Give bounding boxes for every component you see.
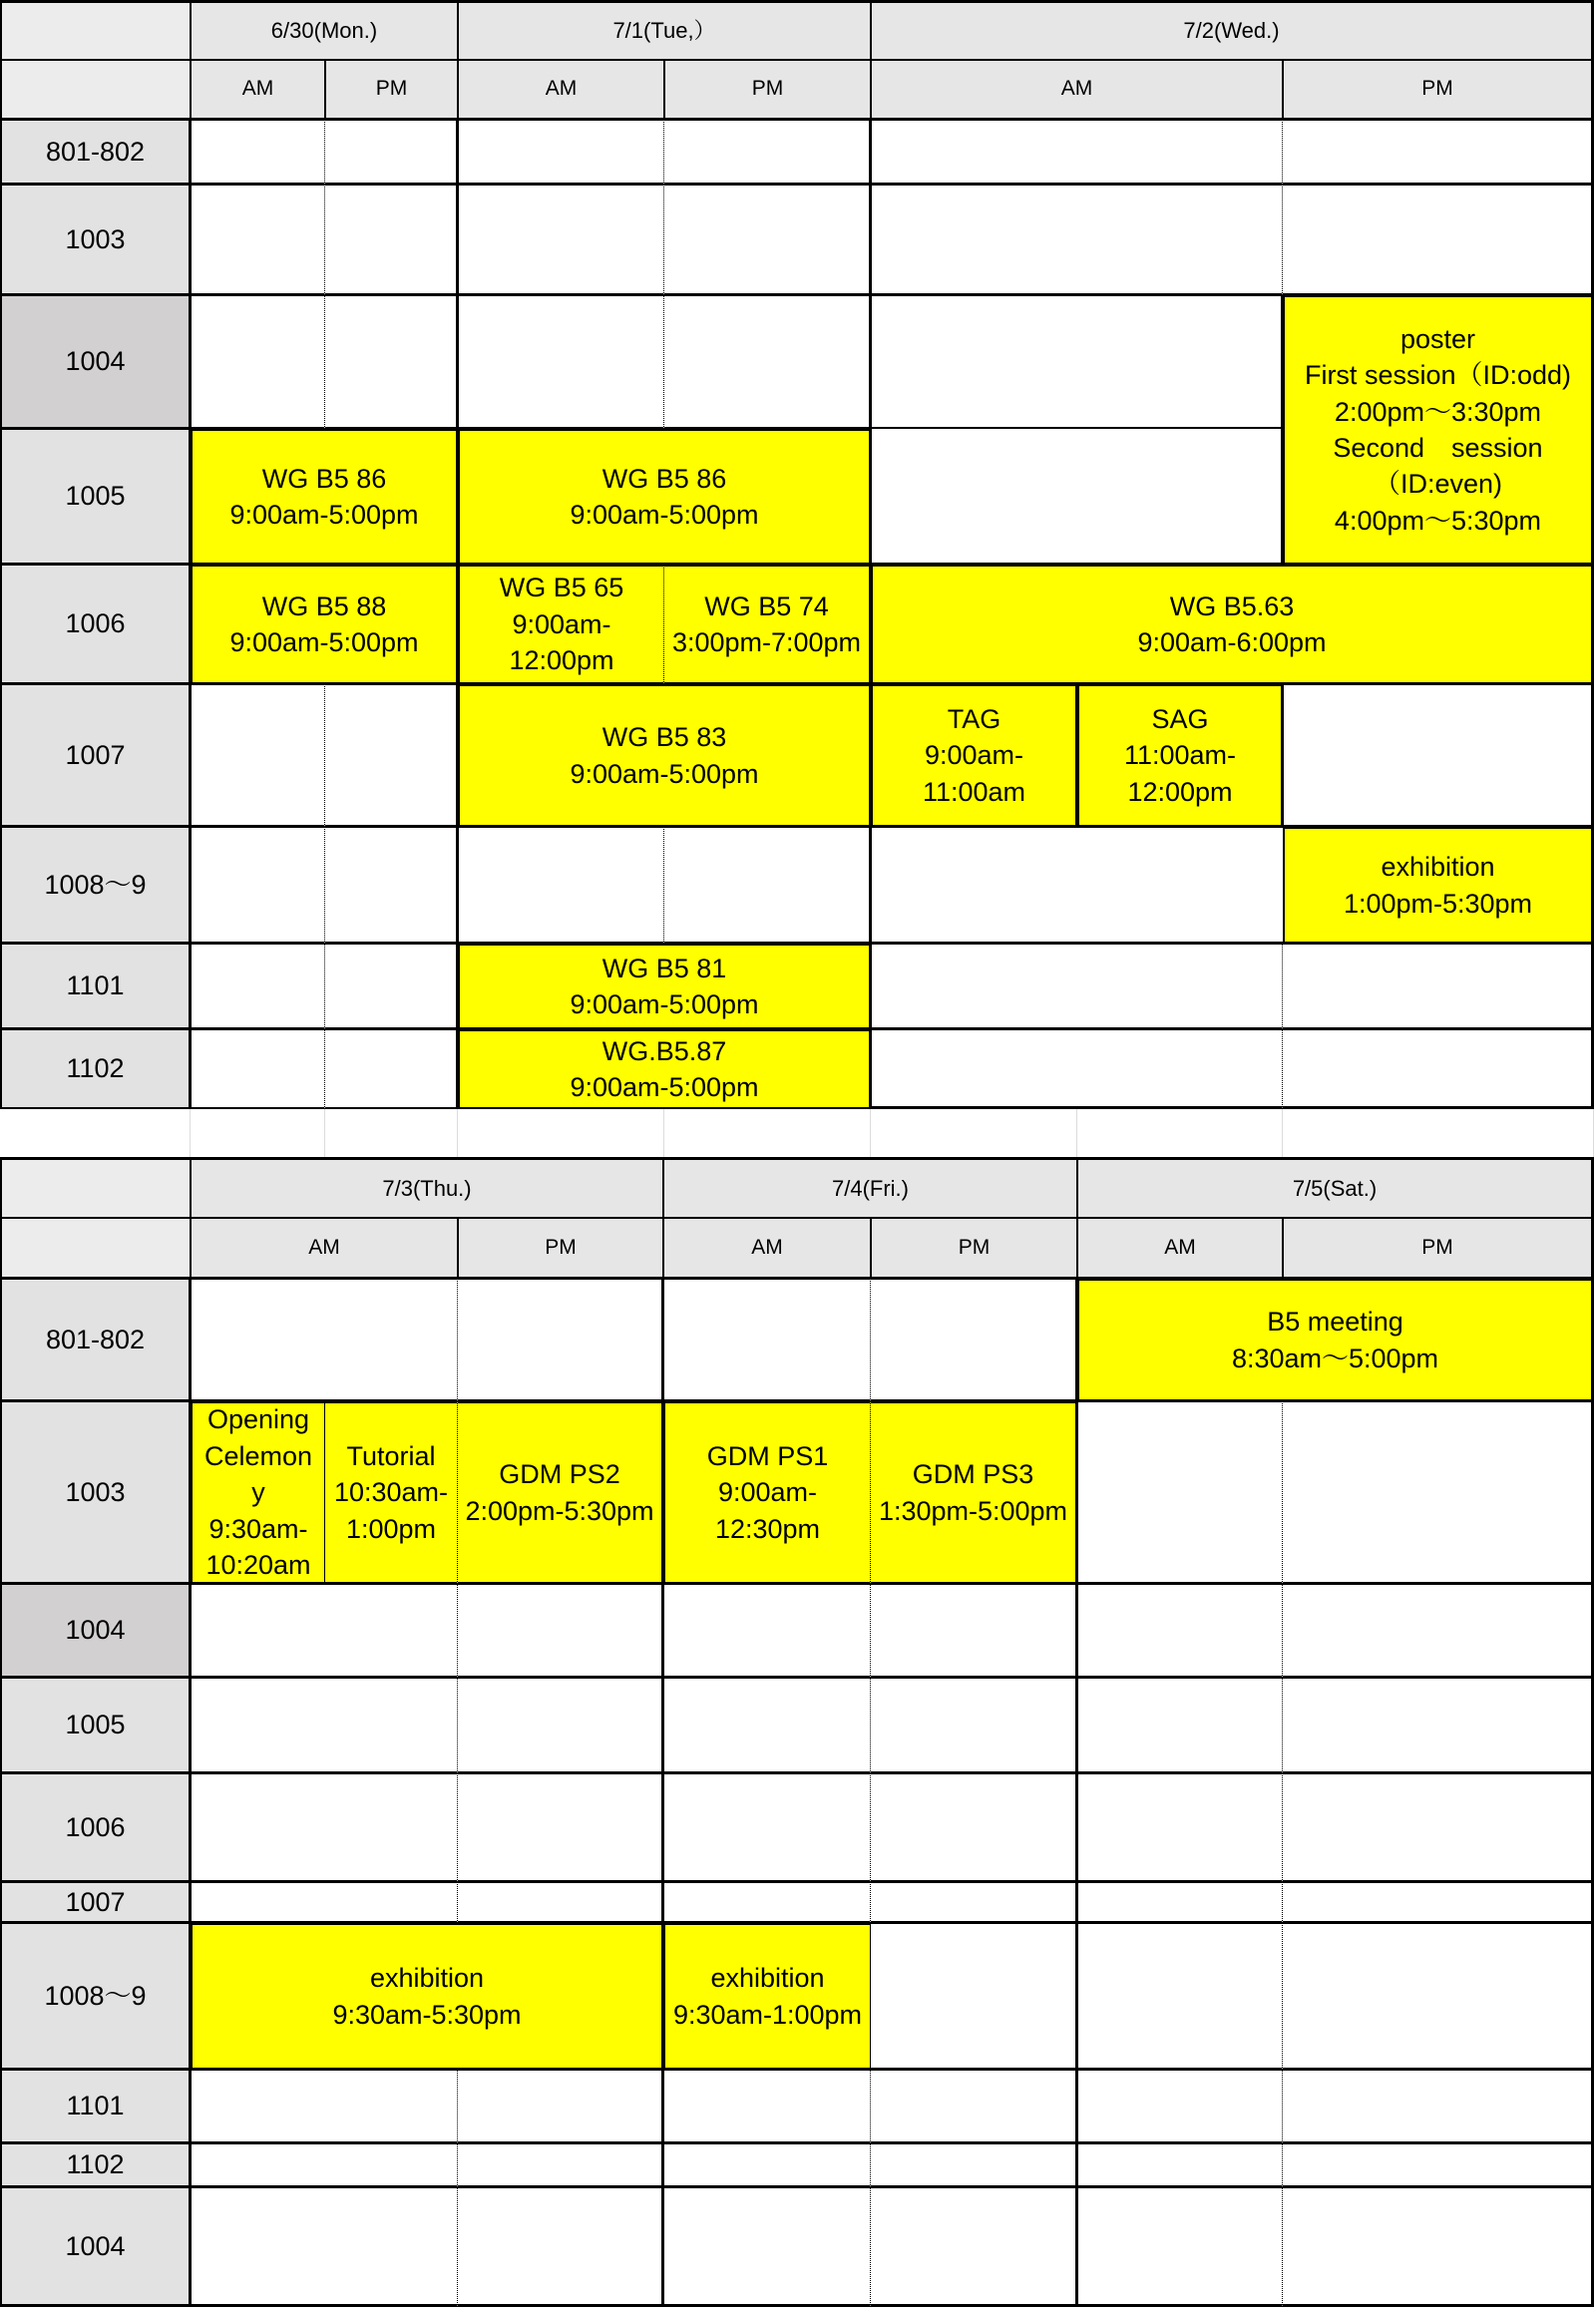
- empty-slot: [1283, 185, 1594, 295]
- event-block-text: exhibition 1:00pm-5:30pm: [1343, 852, 1533, 919]
- empty-slot: [663, 2070, 871, 2143]
- spacer-cell: [325, 1109, 458, 1157]
- half-header-11-text: AM: [1164, 1235, 1196, 1259]
- room-label: [0, 565, 191, 684]
- empty-slot: [1077, 2070, 1283, 2143]
- spacer-cell: [191, 1109, 325, 1157]
- day-header-5: [663, 1157, 1077, 1218]
- empty-slot: [871, 827, 1283, 944]
- half-header-1: [191, 60, 325, 120]
- empty-slot: [458, 1678, 663, 1773]
- event-block[interactable]: [458, 429, 871, 565]
- empty-slot: [191, 1279, 458, 1401]
- room-label: [0, 1882, 191, 1923]
- empty-slot: [191, 120, 325, 185]
- room-label-text: 1008～9: [44, 1980, 147, 2011]
- room-label: [0, 2187, 191, 2307]
- spacer-cell: [664, 1109, 871, 1157]
- event-block-text: WG B5 74 3:00pm-7:00pm: [671, 590, 862, 657]
- half-header-12: [1283, 1218, 1594, 1279]
- event-block[interactable]: [458, 1029, 871, 1109]
- room-label: [0, 1029, 191, 1109]
- empty-slot: [663, 1882, 871, 1923]
- header-corner: [0, 0, 191, 60]
- spacer-cell: [0, 1109, 191, 1157]
- half-header-12-text: PM: [1421, 1235, 1453, 1259]
- empty-slot: [1077, 1773, 1283, 1882]
- event-block-text: WG B5.63 9:00am-6:00pm: [1137, 590, 1327, 657]
- half-header-4: [664, 60, 871, 120]
- empty-slot: [325, 944, 458, 1029]
- empty-slot: [663, 1584, 871, 1678]
- half-header-2: [325, 60, 458, 120]
- room-label: [0, 2070, 191, 2143]
- empty-slot: [325, 120, 458, 185]
- empty-slot: [1283, 1773, 1594, 1882]
- room-label: [0, 120, 191, 185]
- empty-slot: [325, 684, 458, 827]
- event-block-text: WG B5 86 9:00am-5:00pm: [229, 463, 419, 530]
- half-header-10: [871, 1218, 1077, 1279]
- room-label: [0, 1923, 191, 2070]
- empty-slot: [1283, 1678, 1594, 1773]
- event-block[interactable]: [458, 944, 871, 1029]
- empty-slot: [1077, 1584, 1283, 1678]
- half-corner: [0, 1218, 191, 1279]
- empty-slot: [1077, 1882, 1283, 1923]
- half-header-9: [663, 1218, 871, 1279]
- room-label: [0, 684, 191, 827]
- event-block-text: WG B5 83 9:00am-5:00pm: [570, 722, 759, 789]
- empty-slot: [191, 2070, 458, 2143]
- empty-slot: [458, 185, 664, 295]
- day-header-2-text: 7/1(Tue,）: [612, 18, 716, 44]
- empty-slot: [191, 1584, 458, 1678]
- room-label-text: 1004: [65, 346, 126, 377]
- empty-slot: [871, 2070, 1077, 2143]
- empty-slot: [191, 1773, 458, 1882]
- empty-slot: [191, 2143, 458, 2187]
- room-label: [0, 1678, 191, 1773]
- empty-slot: [663, 1678, 871, 1773]
- event-block[interactable]: [871, 684, 1077, 827]
- half-header-2-text: PM: [375, 77, 408, 101]
- event-block-text: poster First session（ID:odd) 2:00pm～3:30pm Second session （ID:even) 4:00pm～5:30pm: [1304, 323, 1572, 536]
- empty-slot: [325, 1029, 458, 1109]
- event-block[interactable]: [871, 1401, 1077, 1584]
- room-label-text: 1006: [65, 1811, 126, 1842]
- empty-slot: [191, 2187, 458, 2307]
- room-label: [0, 1401, 191, 1584]
- empty-slot: [191, 1678, 458, 1773]
- empty-slot: [458, 1279, 663, 1401]
- room-label-text: 1007: [65, 739, 126, 770]
- half-header-8-text: PM: [545, 1235, 577, 1259]
- empty-slot: [325, 827, 458, 944]
- empty-slot: [458, 2143, 663, 2187]
- room-label-text: 1101: [66, 2091, 125, 2121]
- empty-slot: [871, 1029, 1283, 1109]
- event-block-text: Tutorial 10:30am- 1:00pm: [333, 1440, 449, 1544]
- room-label-text: 1005: [65, 1710, 126, 1740]
- empty-slot: [1283, 1584, 1594, 1678]
- room-label: [0, 944, 191, 1029]
- empty-slot: [1283, 1923, 1594, 2070]
- event-block-text: TAG 9:00am- 11:00am: [922, 703, 1026, 807]
- event-block-text: GDM PS2 2:00pm-5:30pm: [465, 1459, 654, 1526]
- spacer-cell: [458, 1109, 664, 1157]
- empty-slot: [458, 1773, 663, 1882]
- event-block-text: WG B5 86 9:00am-5:00pm: [570, 463, 759, 530]
- room-label-text: 1101: [66, 970, 125, 1001]
- empty-slot: [458, 1584, 663, 1678]
- day-header-6-text: 7/5(Sat.): [1292, 1175, 1378, 1201]
- event-block[interactable]: [458, 1401, 663, 1584]
- empty-slot: [1283, 1401, 1594, 1584]
- half-header-11: [1077, 1218, 1283, 1279]
- spacer-cell: [1077, 1109, 1283, 1157]
- empty-slot: [871, 120, 1283, 185]
- room-label-text: 1007: [65, 1886, 126, 1917]
- room-label-text: 1005: [65, 481, 126, 512]
- day-header-3-text: 7/2(Wed.): [1183, 18, 1280, 44]
- room-label-text: 1006: [65, 608, 126, 639]
- day-header-3: [871, 0, 1594, 60]
- empty-slot: [325, 295, 458, 429]
- empty-slot: [664, 295, 871, 429]
- empty-slot: [458, 2187, 663, 2307]
- empty-slot: [1283, 120, 1594, 185]
- empty-slot: [871, 2143, 1077, 2187]
- empty-slot: [1283, 684, 1594, 827]
- spacer-cell: [871, 1109, 1077, 1157]
- event-block[interactable]: [1283, 827, 1594, 944]
- half-header-6: [1283, 60, 1594, 120]
- event-block[interactable]: [1077, 1279, 1594, 1401]
- event-block-text: exhibition 9:30am-5:30pm: [332, 1963, 522, 2030]
- empty-slot: [1077, 1678, 1283, 1773]
- empty-slot: [191, 684, 325, 827]
- event-block-text: WG.B5.87 9:00am-5:00pm: [570, 1035, 759, 1102]
- event-block[interactable]: [1077, 684, 1283, 827]
- empty-slot: [1077, 2143, 1283, 2187]
- empty-slot: [663, 1773, 871, 1882]
- event-block[interactable]: [191, 565, 458, 684]
- room-label: [0, 1773, 191, 1882]
- room-label-text: 1102: [66, 1053, 125, 1084]
- room-label-text: 1003: [65, 1476, 126, 1507]
- event-block-text: WG B5 88 9:00am-5:00pm: [229, 590, 419, 657]
- half-header-6-text: PM: [1421, 77, 1453, 101]
- empty-slot: [458, 120, 664, 185]
- room-label-text: 1008～9: [44, 869, 147, 900]
- event-block[interactable]: [191, 429, 458, 565]
- half-header-7-text: AM: [308, 1235, 340, 1259]
- empty-slot: [1077, 1923, 1283, 2070]
- event-block[interactable]: [458, 684, 871, 827]
- empty-slot: [871, 1678, 1077, 1773]
- room-label-text: 1102: [66, 2149, 125, 2180]
- half-header-7: [191, 1218, 458, 1279]
- half-header-10-text: PM: [958, 1235, 991, 1259]
- header-corner: [0, 1157, 191, 1218]
- day-header-1-text: 6/30(Mon.): [270, 18, 378, 44]
- half-header-5-text: AM: [1060, 77, 1093, 101]
- empty-slot: [871, 295, 1283, 429]
- empty-slot: [1283, 2187, 1594, 2307]
- empty-slot: [1283, 2143, 1594, 2187]
- half-header-8: [458, 1218, 663, 1279]
- empty-slot: [663, 2187, 871, 2307]
- empty-slot: [871, 944, 1283, 1029]
- day-header-6: [1077, 1157, 1594, 1218]
- empty-slot: [871, 1773, 1077, 1882]
- event-block-text: B5 meeting 8:30am～5:00pm: [1231, 1307, 1439, 1373]
- room-label-text: 1004: [65, 1615, 126, 1646]
- half-header-3: [458, 60, 664, 120]
- day-header-4-text: 7/3(Thu.): [382, 1175, 472, 1201]
- event-block[interactable]: [191, 1401, 325, 1584]
- event-block[interactable]: [1283, 295, 1594, 565]
- empty-slot: [871, 429, 1283, 565]
- room-label: [0, 1279, 191, 1401]
- event-block[interactable]: [664, 565, 871, 684]
- empty-slot: [1283, 944, 1594, 1029]
- empty-slot: [664, 185, 871, 295]
- empty-slot: [871, 185, 1283, 295]
- room-label: [0, 429, 191, 565]
- event-block[interactable]: [191, 1923, 663, 2070]
- empty-slot: [458, 295, 664, 429]
- empty-slot: [871, 1923, 1077, 2070]
- event-block[interactable]: [458, 565, 664, 684]
- empty-slot: [191, 944, 325, 1029]
- empty-slot: [663, 2143, 871, 2187]
- empty-slot: [664, 120, 871, 185]
- room-label: [0, 827, 191, 944]
- room-label-text: 1004: [65, 2230, 126, 2261]
- empty-slot: [871, 1584, 1077, 1678]
- empty-slot: [1283, 1029, 1594, 1109]
- empty-slot: [191, 827, 325, 944]
- event-block-text: SAG 11:00am- 12:00pm: [1123, 703, 1237, 807]
- empty-slot: [1283, 2070, 1594, 2143]
- empty-slot: [458, 827, 664, 944]
- empty-slot: [1077, 2187, 1283, 2307]
- event-block[interactable]: [663, 1401, 871, 1584]
- half-corner: [0, 60, 191, 120]
- half-header-3-text: AM: [545, 77, 578, 101]
- empty-slot: [191, 1029, 325, 1109]
- day-header-2: [458, 0, 871, 60]
- event-block-text: exhibition 9:30am-1:00pm: [672, 1963, 863, 2030]
- event-block[interactable]: [663, 1923, 871, 2070]
- room-label: [0, 1584, 191, 1678]
- empty-slot: [871, 1279, 1077, 1401]
- event-block[interactable]: [871, 565, 1594, 684]
- room-label-text: 1003: [65, 223, 126, 254]
- event-block-text: Opening Celemon y 9:30am- 10:20am: [203, 1404, 313, 1581]
- event-block-text: GDM PS3 1:30pm-5:00pm: [878, 1459, 1068, 1526]
- empty-slot: [1283, 1882, 1594, 1923]
- empty-slot: [1077, 1401, 1283, 1584]
- half-header-1-text: AM: [241, 77, 274, 101]
- day-header-5-text: 7/4(Fri.): [832, 1175, 909, 1201]
- room-label: [0, 295, 191, 429]
- half-header-5: [871, 60, 1283, 120]
- half-header-9-text: AM: [751, 1235, 783, 1259]
- empty-slot: [191, 295, 325, 429]
- empty-slot: [663, 1279, 871, 1401]
- empty-slot: [325, 185, 458, 295]
- day-header-1: [191, 0, 458, 60]
- empty-slot: [191, 1882, 458, 1923]
- room-label-text: 801-802: [45, 1324, 146, 1354]
- room-label: [0, 185, 191, 295]
- event-block-text: GDM PS1 9:00am- 12:30pm: [706, 1440, 829, 1544]
- room-label-text: 801-802: [45, 136, 146, 167]
- spacer-cell: [1283, 1109, 1594, 1157]
- event-block-text: WG B5 81 9:00am-5:00pm: [570, 953, 759, 1019]
- empty-slot: [458, 2070, 663, 2143]
- empty-slot: [458, 1882, 663, 1923]
- event-block-text: WG B5 65 9:00am- 12:00pm: [499, 573, 624, 676]
- empty-slot: [871, 2187, 1077, 2307]
- empty-slot: [191, 185, 325, 295]
- empty-slot: [871, 1882, 1077, 1923]
- event-block[interactable]: [325, 1401, 458, 1584]
- half-header-4-text: PM: [751, 77, 784, 101]
- room-label: [0, 2143, 191, 2187]
- day-header-4: [191, 1157, 663, 1218]
- empty-slot: [664, 827, 871, 944]
